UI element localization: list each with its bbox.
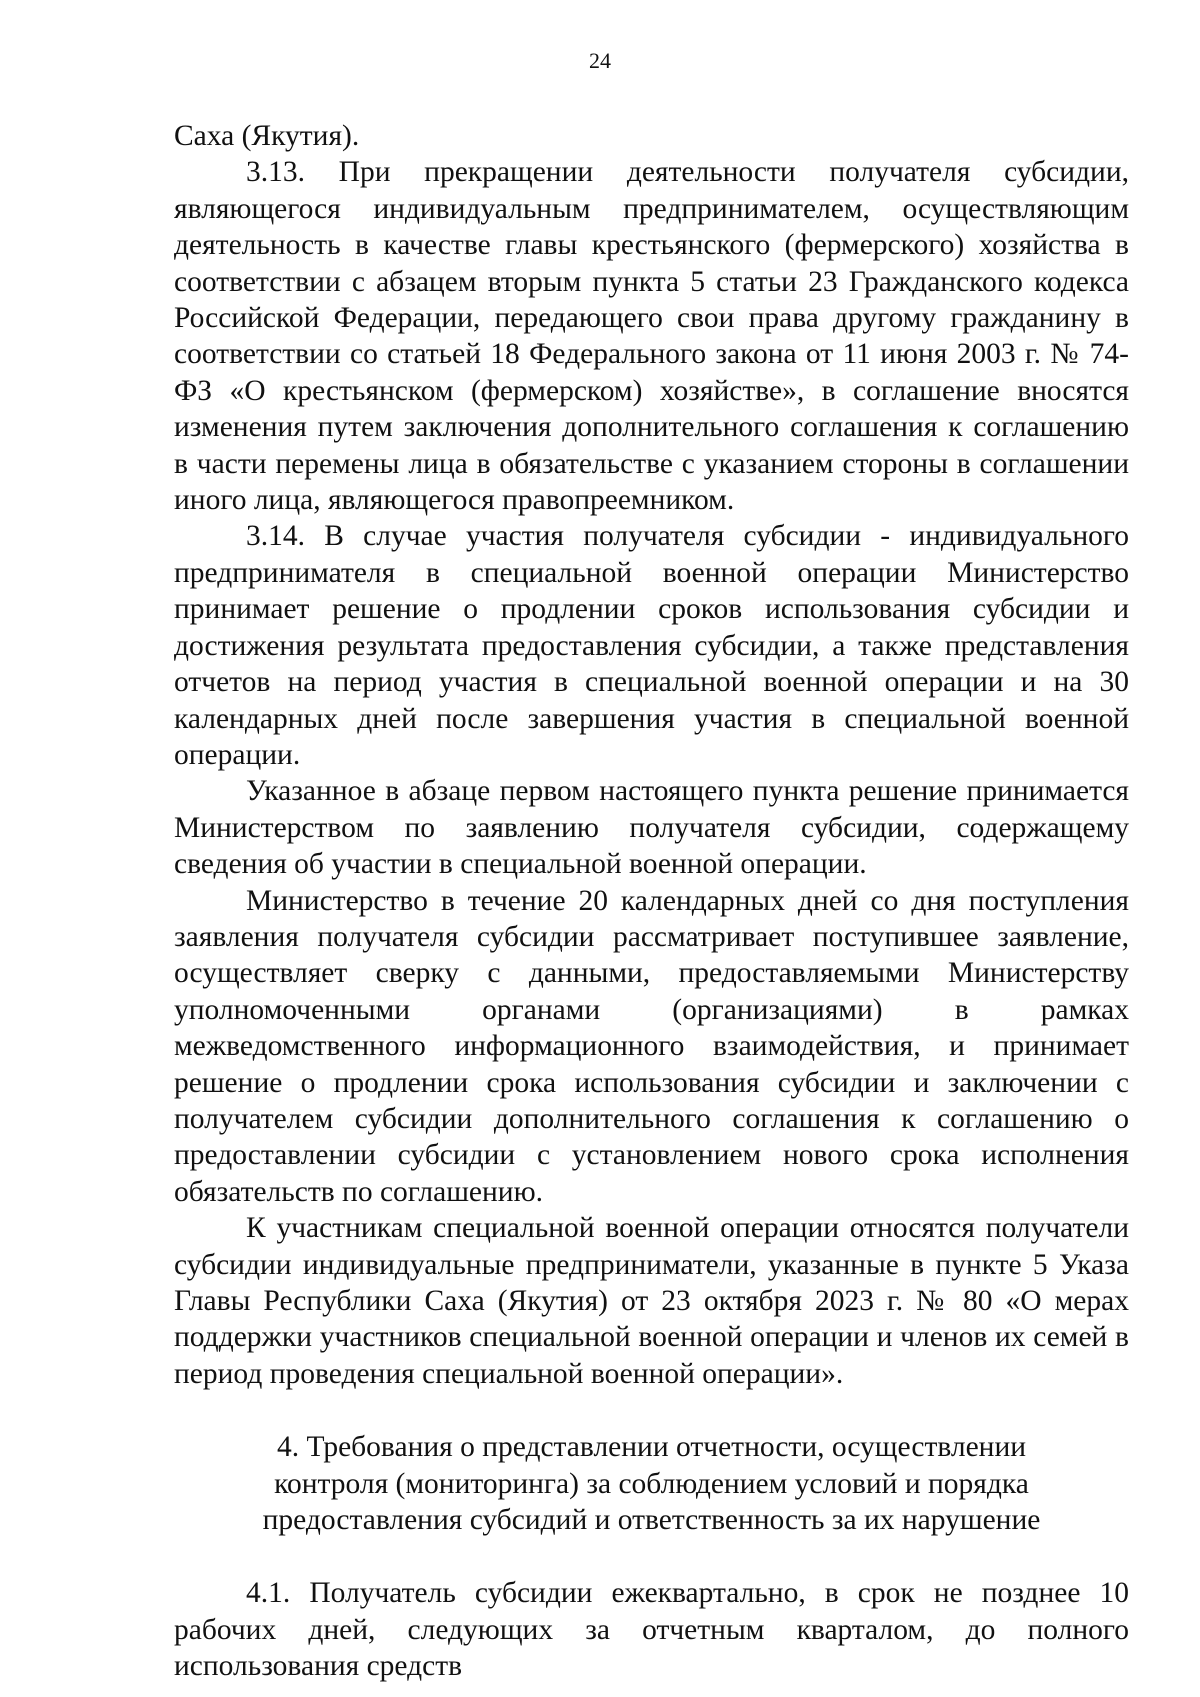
paragraph-3-14-review: Министерство в течение 20 календарных дней со дня поступления заявления получателя субсидии рассматривает поступившее заявление, осуществляет сверку с данными, предоставляемыми Министерству уполномоченными органами (организациями) в рамках межведомственного информационного взаимодействия, и принимает решение о продлении срока использования субсидии и заключении с получателем субсидии дополнительного соглашения к соглашению о предоставлении субсидии с установлением нового срока исполнения обязательств по соглашению. xyxy=(174,884,1129,1208)
paragraph-3-14-participants: К участникам специальной военной операции относятся получатели субсидии индивидуальные предприниматели, указанные в пункте 5 Указа Главы Республики Саха (Якутия) от 23 октября 2023 г. № 80 «О мерах поддержки участников специальной военной операции и членов их семей в период проведения специальной военной операции». xyxy=(174,1212,1129,1390)
paragraph-4-1: 4.1. Получатель субсидии ежеквартально, в срок не позднее 10 рабочих дней, следующих за отчетным кварталом, до полного использования средств xyxy=(174,1577,1129,1683)
paragraph-continuation: Саха (Якутия). xyxy=(174,120,360,152)
document-body xyxy=(174,118,1129,1685)
paragraph-3-14-decision: Указанное в абзаце первом настоящего пункта решение принимается Министерством по заявлению получателя субсидии, содержащему сведения об участии в специальной военной операции. xyxy=(174,775,1129,881)
paragraph-3-13: 3.13. При прекращении деятельности получателя субсидии, являющегося индивидуальным предпринимателем, осуществляющим деятельность в качестве главы крестьянского (фермерского) хозяйства в соответствии с абзацем вторым пункта 5 статьи 23 Гражданского кодекса Российской Федерации, передающего свои права другому гражданину в соответствии со статьей 18 Федерального закона от 11 июня 2003 г. № 74-ФЗ «О крестьянском (фермерском) хозяйстве», в соглашение вносятся изменения путем заключения дополнительного соглашения к соглашению в части перемены лица в обязательстве с указанием стороны в соглашении иного лица, являющегося правопреемником. xyxy=(174,156,1129,517)
page-number: 24 xyxy=(589,48,611,73)
section-4-heading: 4. Требования о представлении отчетности, осуществлении контроля (мониторинга) за соблюдением условий и порядка предоставления субсидий и ответственность за их нарушение xyxy=(262,1431,1041,1537)
paragraph-3-14: 3.14. В случае участия получателя субсидии - индивидуального предпринимателя в специальной военной операции Министерство принимает решение о продлении сроков использования субсидии и достижения результата предоставления субсидии, а также представления отчетов на период участия в специальной военной операции и на 30 календарных дней после завершения участия в специальной военной операции. xyxy=(174,520,1129,771)
